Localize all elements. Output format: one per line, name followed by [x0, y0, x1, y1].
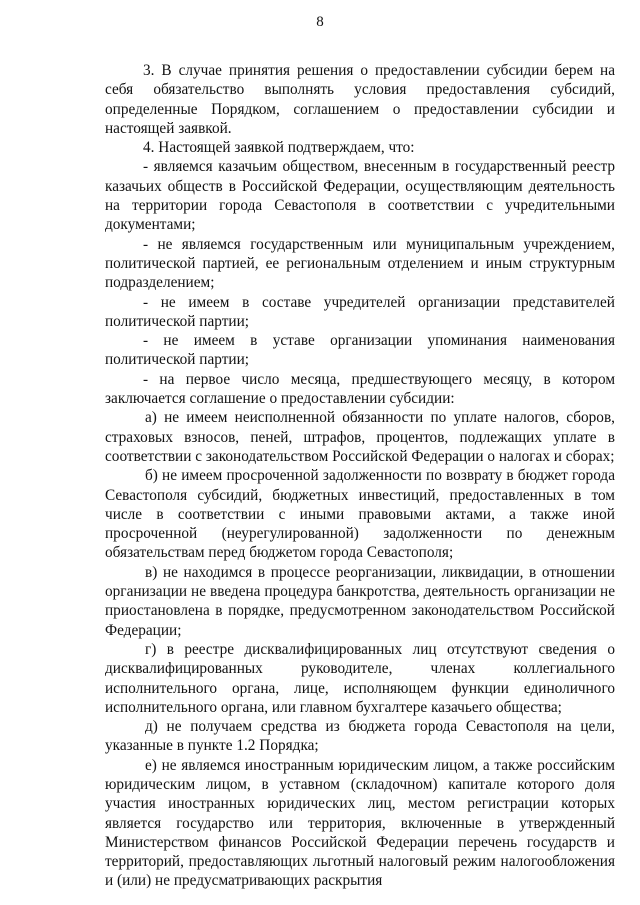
paragraph-item-b: б) не имеем просроченной задолженности по возврату в бюджет города Севастополя субсидий, бюджетных инвестиций, предоставленных в том числе в соответствии с иными правовыми актами, а также иной просроченной (неурегулированной) задолженности по денежным обязательствам перед бюджетом города Севастополя; [105, 467, 615, 562]
paragraph-confirmation-intro: 4. Настоящей заявкой подтверждаем, что: [143, 139, 415, 157]
document-body [105, 61, 615, 891]
paragraph-no-party-charter: - не имеем в уставе организации упоминания наименования политической партии; [105, 332, 615, 369]
paragraph-item-v: в) не находимся в процессе реорганизации, ликвидации, в отношении организации не введена процедура банкротства, деятельность организации не приостановлена в порядке, предусмотренном законодательством Российской Федерации; [105, 563, 615, 639]
paragraph-item-e: е) не являемся иностранным юридическим лицом, а также российским юридическим лицом, в уставном (складочном) капитале которого доля участия иностранных юридических лиц, местом регистрации которых является государство или территория, включенные в утвержденный Министерством финансов Российской Федерации перечень государств и территорий, предоставляющих льготный налоговый режим налогообложения и (или) не предусматривающих раскрытия [105, 756, 615, 890]
paragraph-item-d: д) не получаем средства из бюджета города Севастополя на цели, указанные в пункте 1.2 Порядка; [105, 718, 615, 755]
paragraph-first-day-of-month: - на первое число месяца, предшествующего месяцу, в котором заключается соглашение о предоставлении субсидии: [105, 370, 615, 408]
paragraph-item-a: а) не имеем неисполненной обязанности по уплате налогов, сборов, страховых взносов, пеней, штрафов, процентов, подлежащих уплате в соответствии с законодательством Российской Федерации о налогах и сборах; [105, 409, 615, 465]
paragraph-cossack-society: - являемся казачьим обществом, внесенным в государственный реестр казачьих обществ в Российской Федерации, осуществляющим деятельность на территории города Севастополя в соответствии с учредительными документами; [105, 158, 615, 234]
paragraph-no-party-founders: - не имеем в составе учредителей организации представителей политической партии; [105, 293, 615, 330]
paragraph-obligation: 3. В случае принятия решения о предоставлении субсидии берем на себя обязательство выполнять условия предоставления субсидий, определенные Порядком, соглашением о предоставлении субсидии и настоящей заявкой. [105, 62, 615, 137]
paragraph-not-institution: - не являемся государственным или муниципальным учреждением, политической партией, ее региональным отделением и иным структурным подразделением; [105, 235, 615, 292]
page-number: 8 [316, 14, 324, 30]
paragraph-item-g: г) в реестре дисквалифицированных лиц отсутствуют сведения о дисквалифицированных руководителе, членах коллегиального исполнительного органа, лице, исполняющем функции единоличного исполнительного органа, или главном бухгалтере казачьего общества; [105, 640, 615, 716]
